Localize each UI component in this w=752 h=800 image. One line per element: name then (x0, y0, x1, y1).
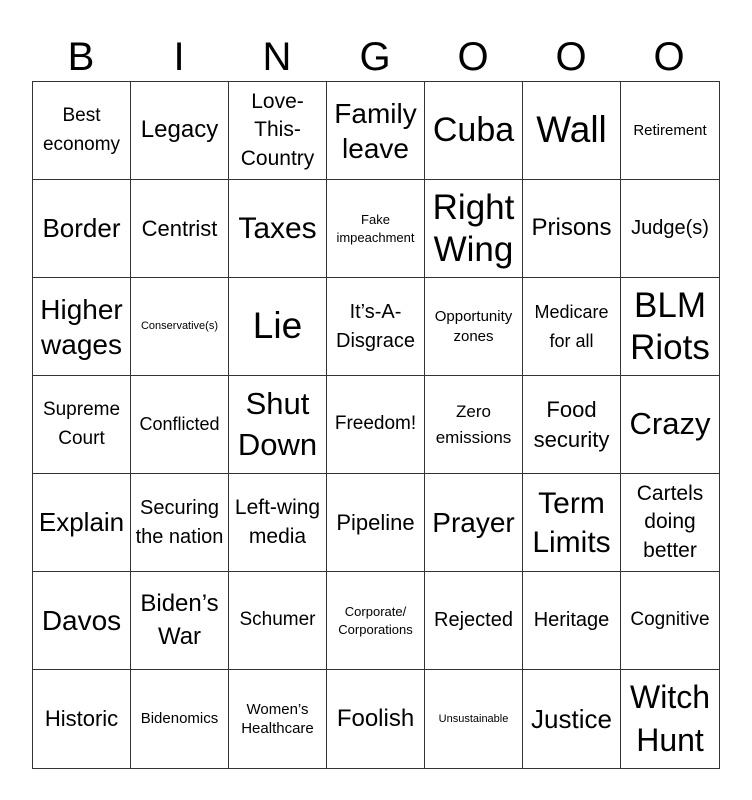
header-letter-o-3: O (653, 35, 685, 79)
cell-label: Supreme Court (42, 399, 121, 449)
cell-label: Medicare for all (534, 301, 609, 351)
bingo-cell[interactable] (523, 572, 621, 670)
bingo-cell[interactable] (621, 376, 719, 474)
bingo-cell[interactable] (229, 670, 327, 768)
bingo-cell[interactable] (327, 670, 425, 768)
bingo-cell[interactable] (621, 572, 719, 670)
cell-label: Prayer (432, 507, 515, 538)
bingo-cell[interactable] (33, 474, 131, 572)
bingo-cell[interactable] (131, 474, 229, 572)
bingo-cell[interactable] (33, 82, 131, 180)
cell-label: Zero emissions (435, 402, 512, 447)
bingo-cell[interactable] (425, 670, 523, 768)
header-letter-b: B (67, 35, 95, 79)
bingo-cell[interactable] (327, 572, 425, 670)
cell-label: Border (42, 213, 121, 244)
bingo-cell[interactable] (523, 180, 621, 278)
bingo-cell[interactable] (523, 82, 621, 180)
bingo-cell[interactable] (425, 180, 523, 278)
cell-label: Love-This-Country (240, 89, 315, 170)
bingo-cell[interactable] (33, 572, 131, 670)
cell-label: Explain (38, 507, 125, 538)
cell-label: Taxes (238, 212, 317, 245)
bingo-cell[interactable] (523, 278, 621, 376)
cell-label: Opportunity zones (434, 308, 513, 345)
bingo-cell[interactable] (33, 376, 131, 474)
cell-label: Retirement (633, 121, 707, 139)
bingo-cell[interactable] (523, 376, 621, 474)
cell-label: Schumer (239, 609, 316, 631)
bingo-cell[interactable] (523, 474, 621, 572)
bingo-cell[interactable] (229, 572, 327, 670)
cell-label: Rejected (434, 609, 513, 631)
header-letter-n: N (262, 35, 292, 79)
cell-label: Cuba (432, 111, 515, 150)
cell-label: Shut Down (237, 386, 318, 462)
bingo-cell[interactable] (229, 278, 327, 376)
bingo-cell[interactable] (425, 572, 523, 670)
cell-label: Right Wing (432, 187, 515, 269)
bingo-cell[interactable] (229, 180, 327, 278)
bingo-cell[interactable] (131, 278, 229, 376)
cell-label: Bidenomics (140, 710, 219, 728)
cell-label: Cartels doing better (636, 481, 704, 562)
cell-label: Food security (533, 396, 610, 452)
bingo-header (32, 32, 718, 82)
cell-label: Crazy (629, 406, 711, 442)
cell-label: Term Limits (532, 486, 611, 559)
bingo-cell[interactable] (131, 572, 229, 670)
cell-label: Conflicted (139, 414, 220, 435)
bingo-cell[interactable] (425, 82, 523, 180)
cell-label: Best economy (42, 105, 121, 155)
cell-label: BLM Riots (630, 285, 710, 367)
bingo-cell[interactable] (327, 278, 425, 376)
bingo-cell[interactable] (33, 180, 131, 278)
cell-label: Pipeline (336, 509, 415, 535)
cell-label: Fake impeachment (336, 211, 415, 245)
cell-label: Left-wing media (234, 496, 321, 548)
cell-label: Legacy (140, 116, 219, 144)
cell-label: Higher wages (40, 293, 123, 360)
bingo-cell[interactable] (131, 670, 229, 768)
bingo-cell[interactable] (327, 180, 425, 278)
cell-label: Judge(s) (631, 217, 709, 239)
cell-label: Justice (531, 703, 612, 734)
bingo-cell[interactable] (425, 474, 523, 572)
cell-label: Lie (252, 305, 303, 347)
cell-label: Historic (44, 706, 119, 732)
cell-label: It’s-A-Disgrace (336, 300, 415, 352)
bingo-cell[interactable] (425, 278, 523, 376)
header-letter-i: I (173, 35, 185, 79)
bingo-cell[interactable] (131, 180, 229, 278)
cell-label: Family leave (334, 97, 417, 164)
bingo-cell[interactable] (131, 376, 229, 474)
cell-label: Unsustainable (438, 712, 509, 725)
cell-label: Foolish (336, 704, 415, 732)
cell-label: Davos (41, 605, 122, 636)
cell-label: Biden’s War (140, 590, 219, 650)
bingo-cell[interactable] (229, 474, 327, 572)
cell-label: Cognitive (630, 609, 710, 631)
header-letter-o-2: O (555, 35, 587, 79)
cell-label: Corporate/ Corporations (338, 603, 413, 637)
bingo-cell[interactable] (33, 670, 131, 768)
cell-label: Freedom! (334, 413, 417, 435)
bingo-cell[interactable] (621, 180, 719, 278)
bingo-cell[interactable] (621, 474, 719, 572)
cell-label: Prisons (531, 214, 612, 242)
cell-label: Securing the nation (135, 496, 224, 548)
bingo-cell[interactable] (621, 278, 719, 376)
bingo-cell[interactable] (229, 82, 327, 180)
bingo-cell[interactable] (621, 670, 719, 768)
header-letter-o-1: O (457, 35, 489, 79)
header-letter-g: G (359, 35, 391, 79)
cell-label: Women’s Healthcare (241, 700, 314, 737)
bingo-cell[interactable] (621, 82, 719, 180)
bingo-cell[interactable] (229, 376, 327, 474)
bingo-cell[interactable] (523, 670, 621, 768)
bingo-cell[interactable] (327, 474, 425, 572)
cell-label: Heritage (533, 609, 610, 631)
cell-label: Witch Hunt (630, 678, 710, 758)
bingo-cell[interactable] (327, 376, 425, 474)
bingo-cell[interactable] (327, 82, 425, 180)
bingo-cell[interactable] (33, 278, 131, 376)
bingo-cell[interactable] (131, 82, 229, 180)
bingo-board (32, 81, 720, 769)
bingo-cell[interactable] (425, 376, 523, 474)
cell-label: Wall (536, 109, 607, 151)
cell-label: Centrist (141, 215, 218, 241)
cell-label: Conservative(s) (140, 320, 219, 333)
